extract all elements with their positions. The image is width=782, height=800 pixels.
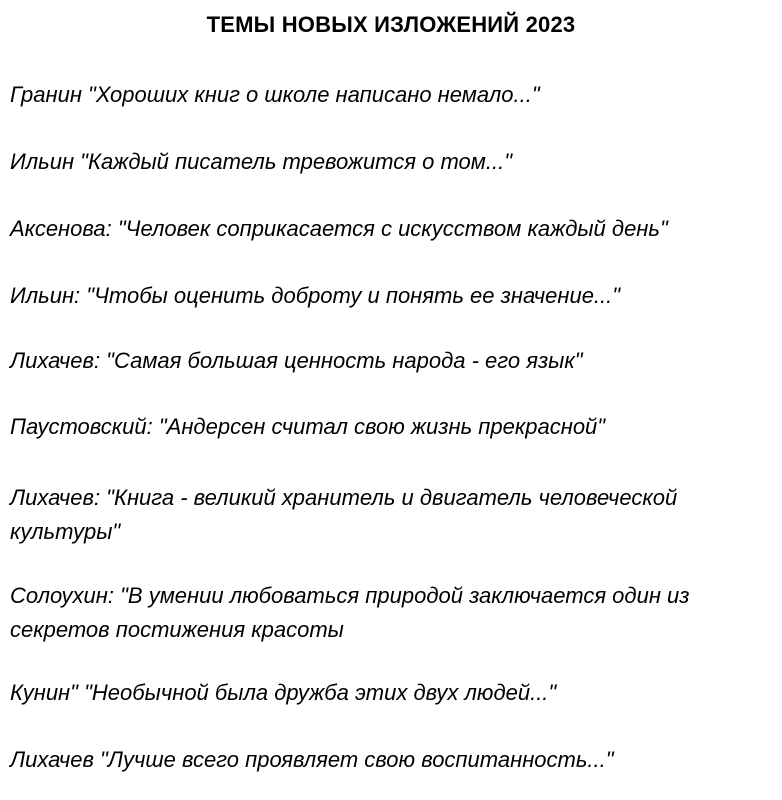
topic-item-likhachev-language: Лихачев: "Самая большая ценность народа - его язык" [10, 348, 583, 373]
topic-item-ilyin-writer: Ильин "Каждый писатель тревожится о том..." [10, 149, 513, 174]
page-title: ТЕМЫ НОВЫХ ИЗЛОЖЕНИЙ 2023 [206, 12, 576, 37]
topic-item-soloukhin: Солоухин: "В умении любоваться природой заключается один из секретов постижения красоты [10, 583, 690, 642]
topic-item-likhachev-book: Лихачев: "Книга - великий хранитель и двигатель человеческой культуры" [10, 485, 678, 544]
topic-item-paustovsky: Паустовский: "Андерсен считал свою жизнь прекрасной" [10, 414, 606, 439]
topic-item-likhachev-manners: Лихачев "Лучше всего проявляет свою воспитанность..." [10, 747, 614, 772]
topic-item-kunin: Кунин" "Необычной была дружба этих двух людей..." [10, 680, 557, 705]
topic-item-aksenova: Аксенова: "Человек соприкасается с искусством каждый день" [10, 216, 668, 241]
topic-item-ilyin-kindness: Ильин: "Чтобы оценить доброту и понять ее значение..." [10, 283, 621, 308]
topic-item-granin: Гранин "Хороших книг о школе написано немало..." [10, 82, 540, 107]
